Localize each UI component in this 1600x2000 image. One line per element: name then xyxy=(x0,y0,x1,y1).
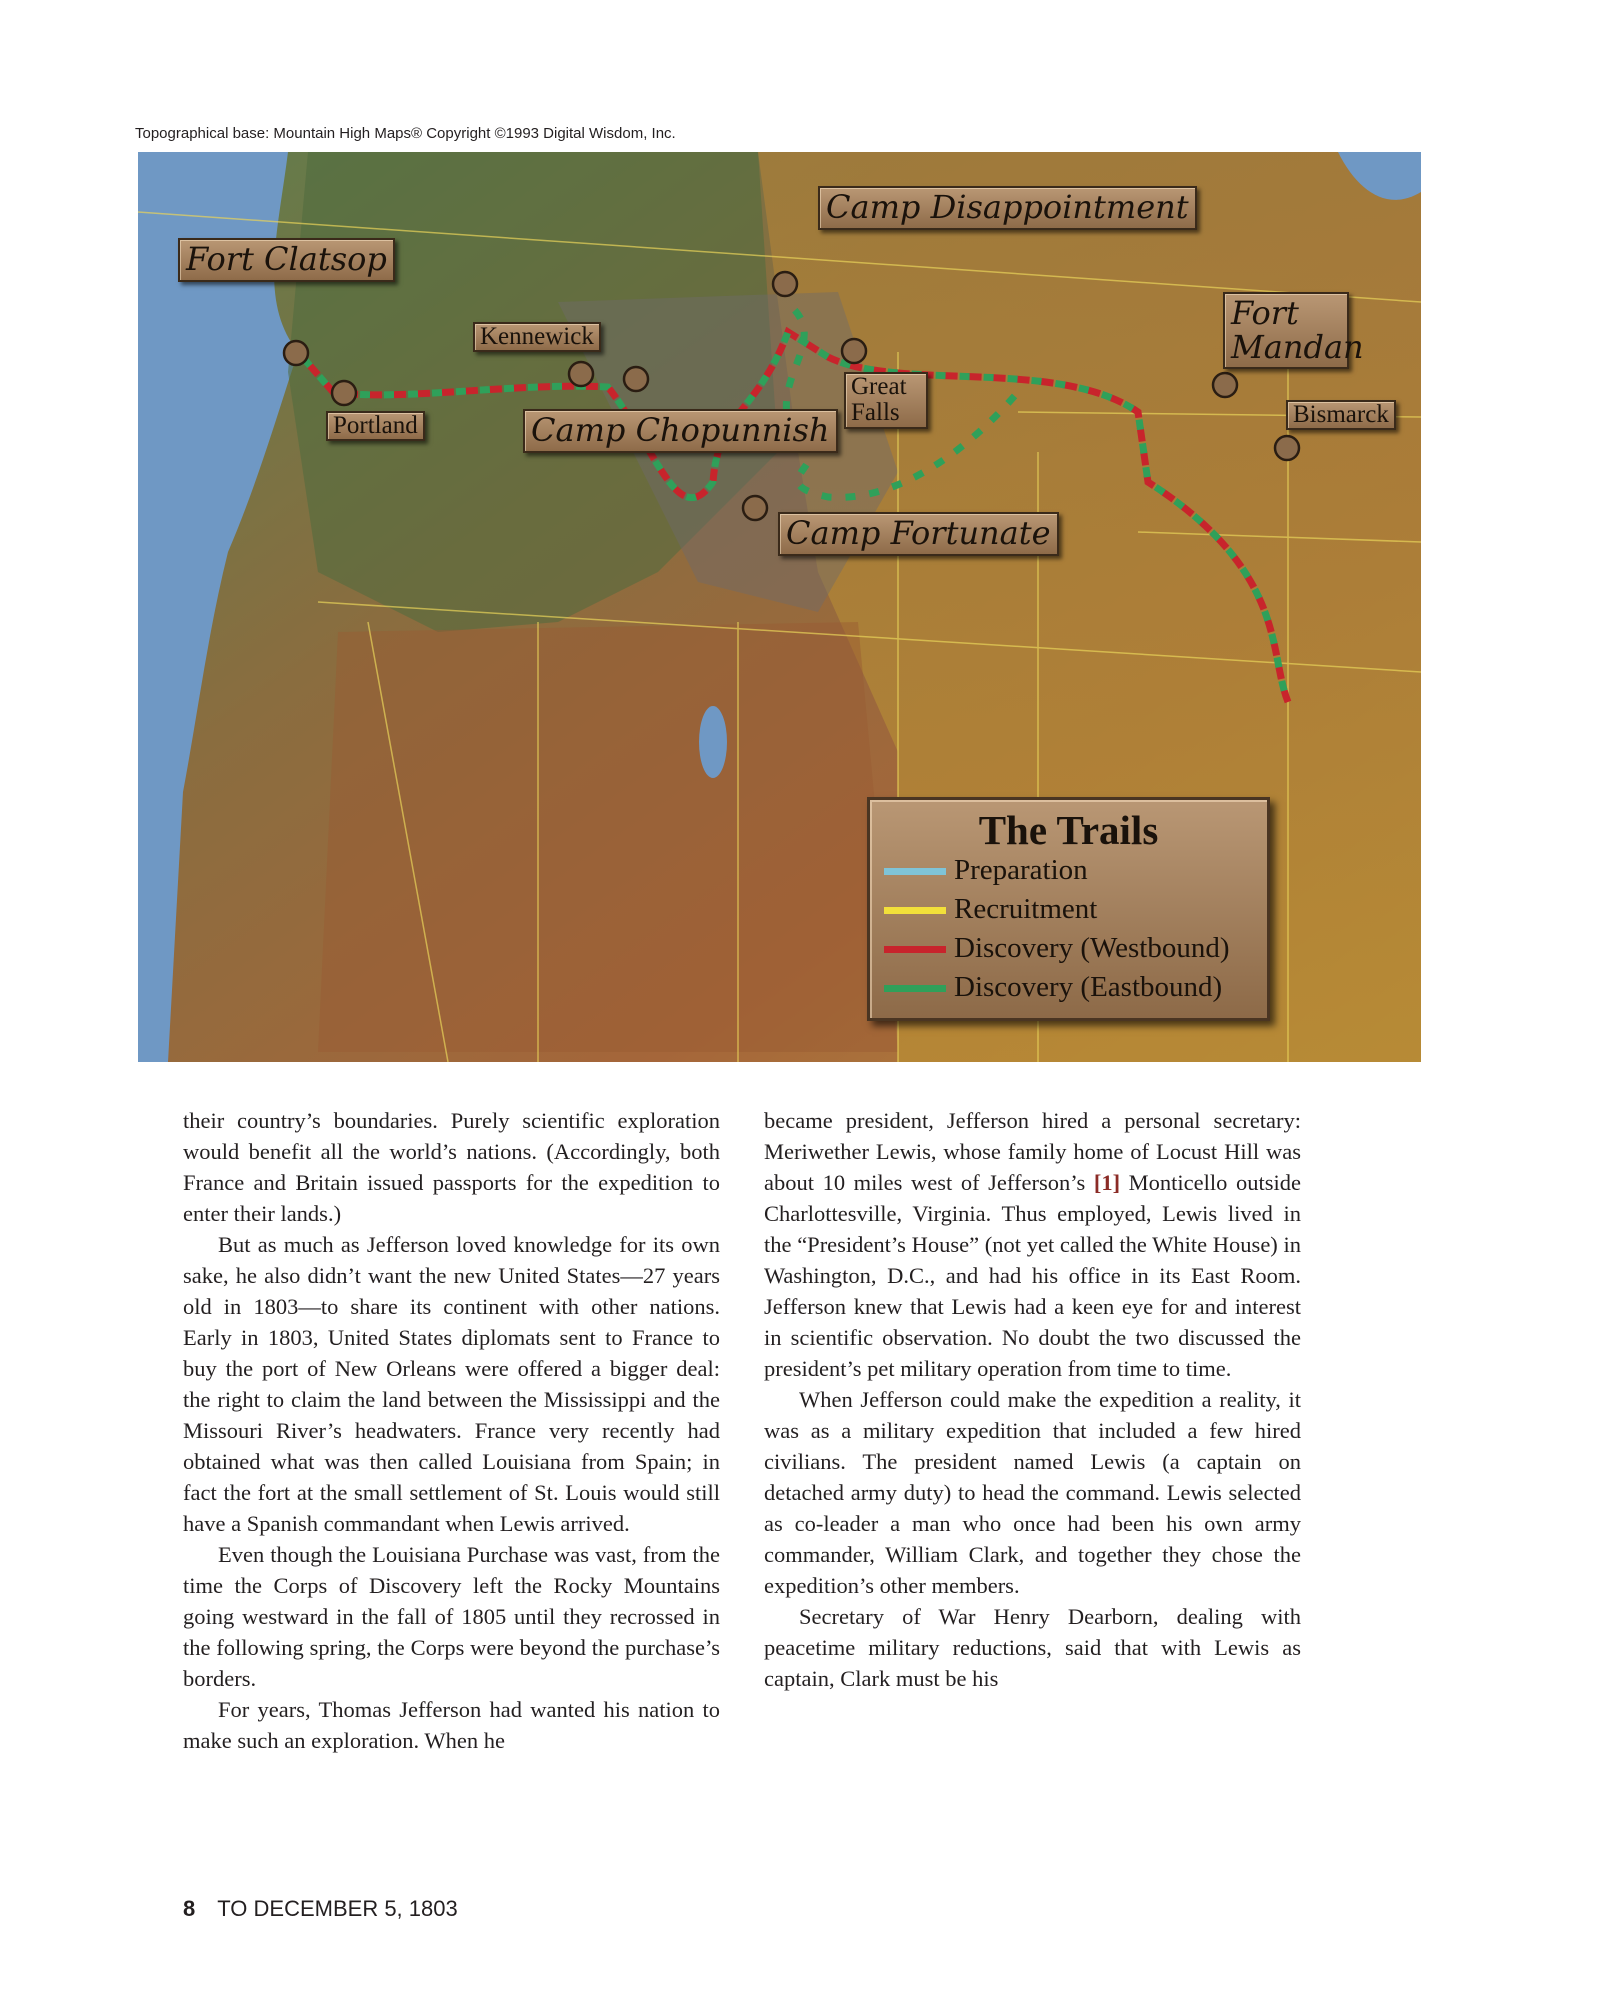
right-paragraph-1 xyxy=(764,1105,1301,1384)
left-paragraph-2: But as much as Jefferson loved knowledge for its own sake, he also didn’t want the new United States—27 years old in 1803—to share its continent with other nations. Early in 1803, United States diplomats sent to France to buy the port of New Orleans were offered a bigger deal: the right to claim the land between the Mississippi and the Missouri River’s headwaters. France very recently had obtained what was then called Louisiana from Spain; in fact the fort at the small settlement of St. Louis would still have a Spanish commandant when Lewis arrived. xyxy=(183,1232,720,1536)
label-great-falls: Great Falls xyxy=(844,372,928,429)
left-paragraph-1: their country’s boundaries. Purely scientific exploration would benefit all the world’s nations. (Accordingly, both France and Britain issued passports for the expedition to enter their lands.) xyxy=(183,1108,720,1226)
label-camp-fortunate: Camp Fortunate xyxy=(778,512,1059,556)
label-fort-clatsop: Fort Clatsop xyxy=(178,238,395,282)
label-fort-mandan: Fort Mandan xyxy=(1223,292,1349,369)
right-paragraph-1-start: became president, Jefferson hired a personal secretary: Meriwether Lewis, whose family home of Locust Hill was about 10 miles west of Jefferson’s xyxy=(764,1108,1301,1195)
left-paragraph-4: For years, Thomas Jefferson had wanted his nation to make such an exploration. When he xyxy=(183,1697,720,1753)
legend-title: The Trails xyxy=(978,807,1159,853)
label-bismarck: Bismarck xyxy=(1286,400,1396,430)
label-portland: Portland xyxy=(326,411,425,441)
right-column xyxy=(764,1105,1301,1694)
trails-map xyxy=(138,152,1421,1062)
legend-label-westbound: Discovery (Westbound) xyxy=(954,932,1230,964)
page-footer xyxy=(183,1896,458,1922)
legend-swatch-recruitment xyxy=(884,907,946,914)
label-camp-chopunnish: Camp Chopunnish xyxy=(523,409,838,453)
legend-label-recruitment: Recruitment xyxy=(954,893,1098,925)
running-title: TO DECEMBER 5, 1803 xyxy=(217,1896,458,1921)
legend-label-preparation: Preparation xyxy=(954,854,1088,886)
legend-swatch-preparation xyxy=(884,868,946,875)
right-paragraph-1-end: Monticello outside Charlottesville, Virginia. Thus employed, Lewis lived in the “President’s House” (not yet called the White House) in Washington, D.C., and had his office in its East Room. Jefferson knew that Lewis had a keen eye for and interest in scientific observation. No doubt the two discussed the president’s pet military operation from time to time. xyxy=(764,1170,1301,1381)
page-number: 8 xyxy=(183,1896,196,1921)
left-paragraph-3: Even though the Louisiana Purchase was vast, from the time the Corps of Discovery left the Rocky Mountains going westward in the fall of 1805 until they recrossed in the following spring, the Corps were beyond the purchase’s borders. xyxy=(183,1542,720,1691)
map-credit: Topographical base: Mountain High Maps® Copyright ©1993 Digital Wisdom, Inc. xyxy=(135,125,676,142)
legend-label-eastbound: Discovery (Eastbound) xyxy=(954,971,1223,1003)
trails-legend xyxy=(867,797,1270,1021)
legend-swatch-westbound xyxy=(884,946,946,953)
legend-swatch-eastbound xyxy=(884,985,946,992)
label-camp-disappointment: Camp Disappointment xyxy=(818,186,1197,230)
note-reference[interactable]: [1] xyxy=(1093,1170,1121,1195)
right-paragraph-2: When Jefferson could make the expedition a reality, it was as a military expedition that included a few hired civilians. The president named Lewis (a captain on detached army duty) to head the command. Lewis selected as co-leader a man who once had been his own army commander, William Clark, and together they chose the expedition’s other members. xyxy=(764,1387,1301,1598)
left-column xyxy=(183,1105,720,1756)
right-paragraph-3: Secretary of War Henry Dearborn, dealing with peacetime military reductions, said that with Lewis as captain, Clark must be his xyxy=(764,1604,1301,1691)
label-kennewick: Kennewick xyxy=(473,322,601,352)
